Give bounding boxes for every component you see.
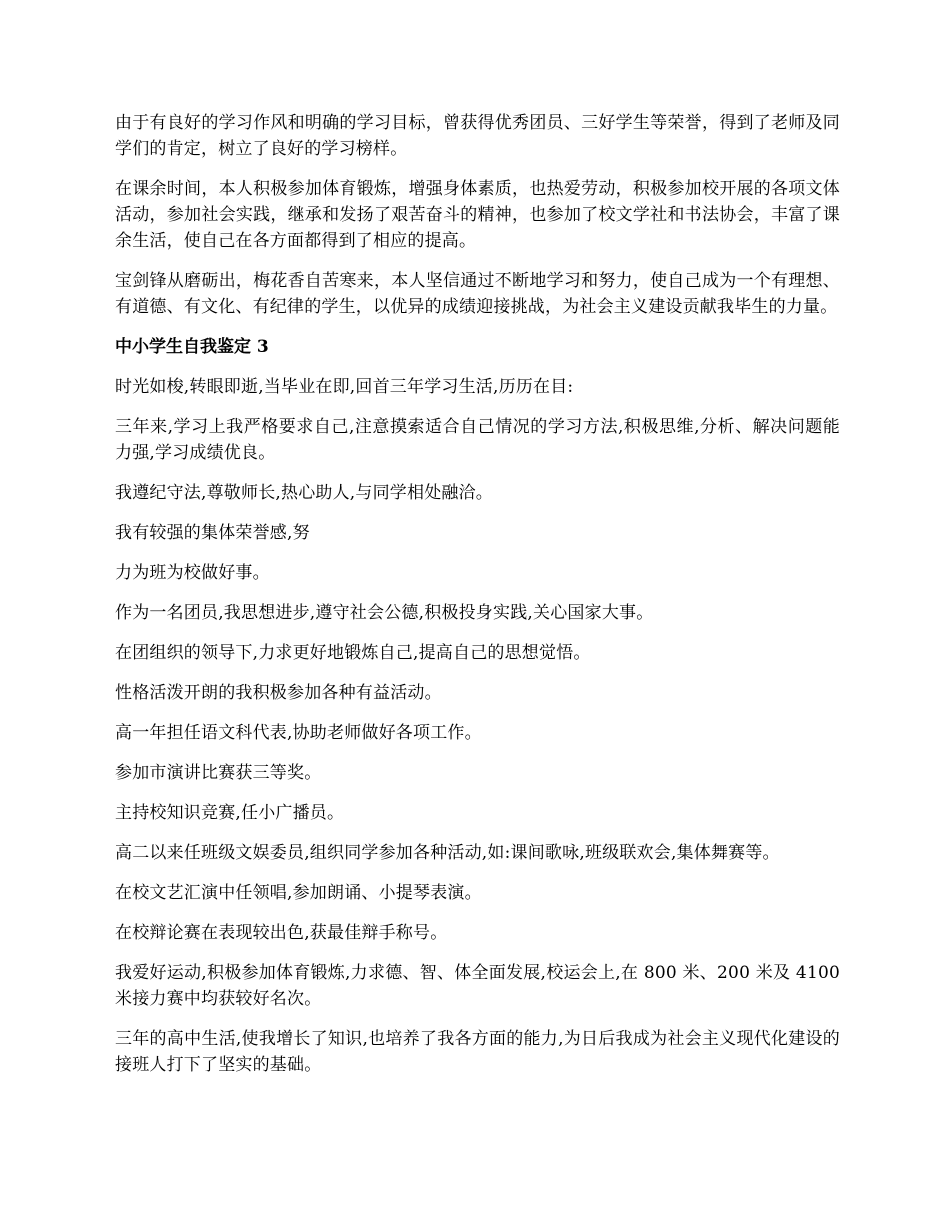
paragraph: 宝剑锋从磨砺出，梅花香自苦寒来，本人坚信通过不断地学习和努力，使自己成为一个有理想、有道德、有文化、有纪律的学生，以优异的成绩迎接挑战，为社会主义建设贡献我毕生的力量。 [115, 271, 840, 317]
paragraph: 高二以来任班级文娱委员,组织同学参加各种活动,如:课间歌咏,班级联欢会,集体舞赛等。 [115, 843, 780, 863]
paragraph: 作为一名团员,我思想进步,遵守社会公德,积极投身实践,关心国家大事。 [115, 603, 654, 623]
paragraph: 在校文艺汇演中任领唱,参加朗诵、小提琴表演。 [115, 883, 482, 903]
paragraph: 我遵纪守法,尊敬师长,热心助人,与同学相处融洽。 [115, 483, 494, 503]
paragraph: 在校辩论赛在表现较出色,获最佳辩手称号。 [115, 923, 448, 943]
paragraph: 参加市演讲比赛获三等奖。 [115, 763, 322, 783]
paragraph: 我爱好运动,积极参加体育锻炼,力求德、智、体全面发展,校运会上,在 800 米、200 米及 4100 米接力赛中均获较好名次。 [115, 963, 840, 1009]
paragraph: 时光如梭,转眼即逝,当毕业在即,回首三年学习生活,历历在目: [115, 377, 574, 397]
section-heading: 中小学生自我鉴定 3 [115, 337, 269, 357]
paragraph: 主持校知识竞赛,任小广播员。 [115, 803, 345, 823]
paragraph: 性格活泼开朗的我积极参加各种有益活动。 [115, 683, 442, 703]
paragraph: 高一年担任语文科代表,协助老师做好各项工作。 [115, 723, 482, 743]
paragraph: 三年的高中生活,使我增长了知识,也培养了我各方面的能力,为日后我成为社会主义现代化建设的接班人打下了坚实的基础。 [115, 1029, 840, 1075]
paragraph: 由于有良好的学习作风和明确的学习目标，曾获得优秀团员、三好学生等荣誉，得到了老师及同学们的肯定，树立了良好的学习榜样。 [115, 113, 840, 159]
paragraph: 力为班为校做好事。 [115, 563, 270, 583]
document-page [115, 110, 840, 1092]
paragraph: 三年来,学习上我严格要求自己,注意摸索适合自己情况的学习方法,积极思维,分析、解决问题能力强,学习成绩优良。 [115, 417, 840, 463]
paragraph: 我有较强的集体荣誉感,努 [115, 523, 310, 543]
paragraph: 在团组织的领导下,力求更好地锻炼自己,提高自己的思想觉悟。 [115, 643, 591, 663]
paragraph: 在课余时间，本人积极参加体育锻炼，增强身体素质，也热爱劳动，积极参加校开展的各项文体活动，参加社会实践，继承和发扬了艰苦奋斗的精神，也参加了校文学社和书法协会，丰富了课余生活，使自己在各方面都得到了相应的提高。 [115, 179, 840, 251]
